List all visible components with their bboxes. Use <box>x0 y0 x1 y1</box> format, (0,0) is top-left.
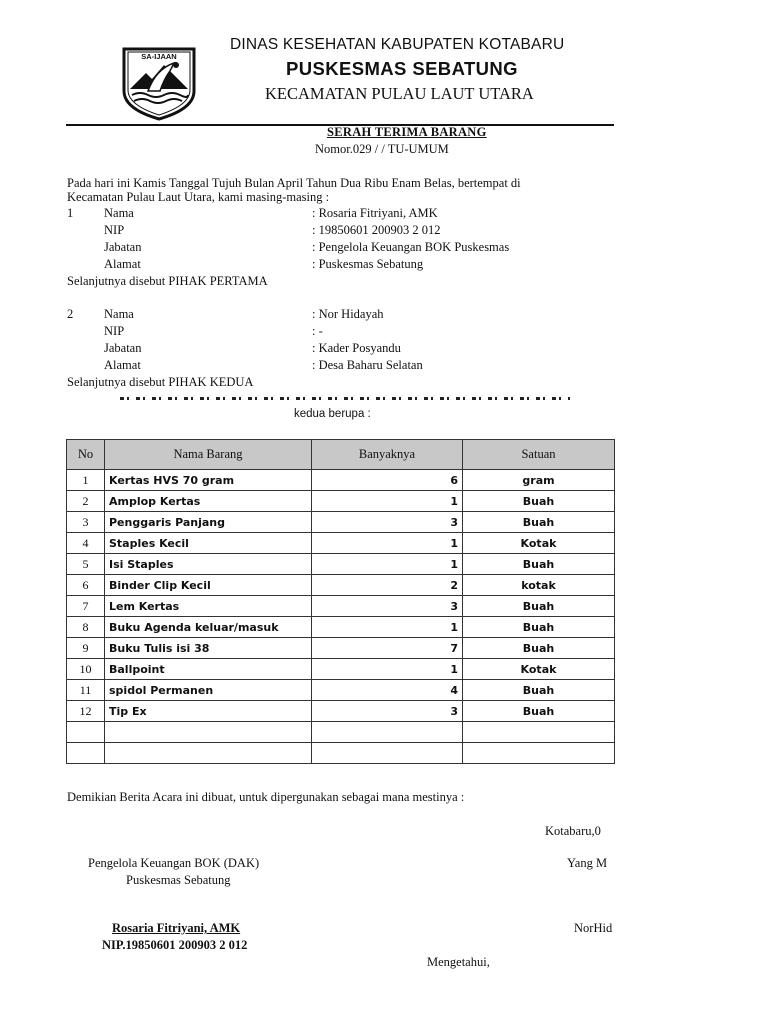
left-signatory-title: Pengelola Keuangan BOK (DAK) <box>88 856 260 870</box>
left-signatory-nip: NIP.19850601 200903 2 012 <box>102 938 248 952</box>
table-row <box>67 617 615 638</box>
table-row <box>67 638 615 659</box>
item-quantity: 7 <box>312 638 463 659</box>
item-quantity <box>312 722 463 743</box>
party2-nip-value: : - <box>312 324 323 338</box>
item-unit: Buah <box>463 617 615 638</box>
item-name: Staples Kecil <box>105 533 312 554</box>
right-signatory-name: NorHid <box>574 921 613 935</box>
table-row <box>67 680 615 701</box>
item-unit: Buah <box>463 554 615 575</box>
institution-name: PUSKESMAS SEBATUNG <box>286 58 518 79</box>
table-row <box>67 470 615 491</box>
row-number: 12 <box>67 701 105 722</box>
row-number: 11 <box>67 680 105 701</box>
item-quantity: 3 <box>312 512 463 533</box>
row-number: 7 <box>67 596 105 617</box>
item-unit: Buah <box>463 701 615 722</box>
table-row <box>67 701 615 722</box>
row-number: 6 <box>67 575 105 596</box>
intro-line-2: Kecamatan Pulau Laut Utara, kami masing-masing : <box>67 190 330 204</box>
item-quantity: 1 <box>312 659 463 680</box>
item-quantity: 3 <box>312 701 463 722</box>
closing-statement: Demikian Berita Acara ini dibuat, untuk dipergunakan sebagai mana mestinya : <box>67 790 465 804</box>
table-row <box>67 575 615 596</box>
table-row <box>67 512 615 533</box>
item-name: Lem Kertas <box>105 596 312 617</box>
item-unit: Kotak <box>463 533 615 554</box>
document-number: Nomor.029 / / TU-UMUM <box>315 142 449 156</box>
regency-emblem-logo <box>118 39 200 121</box>
row-number: 1 <box>67 470 105 491</box>
row-number: 2 <box>67 491 105 512</box>
place-date: Kotabaru,0 <box>545 824 601 838</box>
item-name: Binder Clip Kecil <box>105 575 312 596</box>
item-name: Buku Tulis isi 38 <box>105 638 312 659</box>
logo-caption: SA-IJAAN <box>141 52 177 61</box>
item-name: Kertas HVS 70 gram <box>105 470 312 491</box>
district-name: KECAMATAN PULAU LAUT UTARA <box>265 84 534 103</box>
item-name <box>105 722 312 743</box>
intro-line-1: Pada hari ini Kamis Tanggal Tujuh Bulan April Tahun Dua Ribu Enam Belas, bertempat di <box>67 176 521 190</box>
row-number: 9 <box>67 638 105 659</box>
party1-address-value: : Puskesmas Sebatung <box>312 257 424 271</box>
party2-nip-label: NIP <box>104 324 125 338</box>
party1-position-value: : Pengelola Keuangan BOK Puskesmas <box>312 240 510 254</box>
item-unit: Buah <box>463 596 615 617</box>
item-quantity: 3 <box>312 596 463 617</box>
acknowledged-label: Mengetahui, <box>427 955 490 969</box>
row-number: 4 <box>67 533 105 554</box>
party2-name-value: : Nor Hidayah <box>312 307 384 321</box>
item-quantity: 1 <box>312 491 463 512</box>
item-name: spidol Permanen <box>105 680 312 701</box>
table-row <box>67 554 615 575</box>
item-unit <box>463 722 615 743</box>
party1-index: 1 <box>67 206 74 220</box>
item-quantity: 1 <box>312 554 463 575</box>
item-quantity: 6 <box>312 470 463 491</box>
header-quantity: Banyaknya <box>312 440 463 470</box>
left-signatory-office: Puskesmas Sebatung <box>126 873 231 887</box>
table-row <box>67 596 615 617</box>
row-number <box>67 743 105 764</box>
party1-designation: Selanjutnya disebut PIHAK PERTAMA <box>67 274 268 288</box>
left-signatory-name: Rosaria Fitriyani, AMK <box>112 921 241 935</box>
party1-name-label: Nama <box>104 206 134 220</box>
party1-address-label: Alamat <box>104 257 141 271</box>
item-quantity: 1 <box>312 533 463 554</box>
item-name: Tip Ex <box>105 701 312 722</box>
item-unit <box>463 743 615 764</box>
party1-nip-value: : 19850601 200903 2 012 <box>312 223 441 237</box>
item-quantity: 1 <box>312 617 463 638</box>
party2-index: 2 <box>67 307 74 321</box>
handover-text: kedua berupa : <box>294 408 371 420</box>
document-title: SERAH TERIMA BARANG <box>327 125 487 139</box>
table-row <box>67 659 615 680</box>
party2-position-value: : Kader Posyandu <box>312 341 401 355</box>
department-name: DINAS KESEHATAN KABUPATEN KOTABARU <box>230 36 565 53</box>
item-unit: Buah <box>463 680 615 701</box>
item-unit: gram <box>463 470 615 491</box>
table-row <box>67 743 615 764</box>
party2-position-label: Jabatan <box>104 341 142 355</box>
item-unit: Buah <box>463 638 615 659</box>
row-number: 10 <box>67 659 105 680</box>
item-unit: Kotak <box>463 659 615 680</box>
row-number: 8 <box>67 617 105 638</box>
party2-name-label: Nama <box>104 307 134 321</box>
row-number: 3 <box>67 512 105 533</box>
items-table <box>66 439 615 764</box>
item-quantity: 2 <box>312 575 463 596</box>
header-no: No <box>67 440 105 470</box>
table-row <box>67 491 615 512</box>
item-quantity: 4 <box>312 680 463 701</box>
item-name: Amplop Kertas <box>105 491 312 512</box>
row-number: 5 <box>67 554 105 575</box>
party2-address-value: : Desa Baharu Selatan <box>312 358 423 372</box>
clipped-text-fragment <box>120 393 570 400</box>
party2-address-label: Alamat <box>104 358 141 372</box>
item-unit: Buah <box>463 512 615 533</box>
header-item-name: Nama Barang <box>105 440 312 470</box>
item-unit: kotak <box>463 575 615 596</box>
table-row <box>67 533 615 554</box>
party1-position-label: Jabatan <box>104 240 142 254</box>
table-row <box>67 722 615 743</box>
party2-designation: Selanjutnya disebut PIHAK KEDUA <box>67 375 254 389</box>
table-body <box>67 470 615 764</box>
party1-name-value: : Rosaria Fitriyani, AMK <box>312 206 438 220</box>
item-unit: Buah <box>463 491 615 512</box>
table-header-row <box>67 440 615 470</box>
item-quantity <box>312 743 463 764</box>
row-number <box>67 722 105 743</box>
right-signatory-title: Yang M <box>567 856 608 870</box>
item-name: Isi Staples <box>105 554 312 575</box>
item-name: Buku Agenda keluar/masuk <box>105 617 312 638</box>
item-name <box>105 743 312 764</box>
party1-nip-label: NIP <box>104 223 125 237</box>
header-unit: Satuan <box>463 440 615 470</box>
item-name: Ballpoint <box>105 659 312 680</box>
item-name: Penggaris Panjang <box>105 512 312 533</box>
